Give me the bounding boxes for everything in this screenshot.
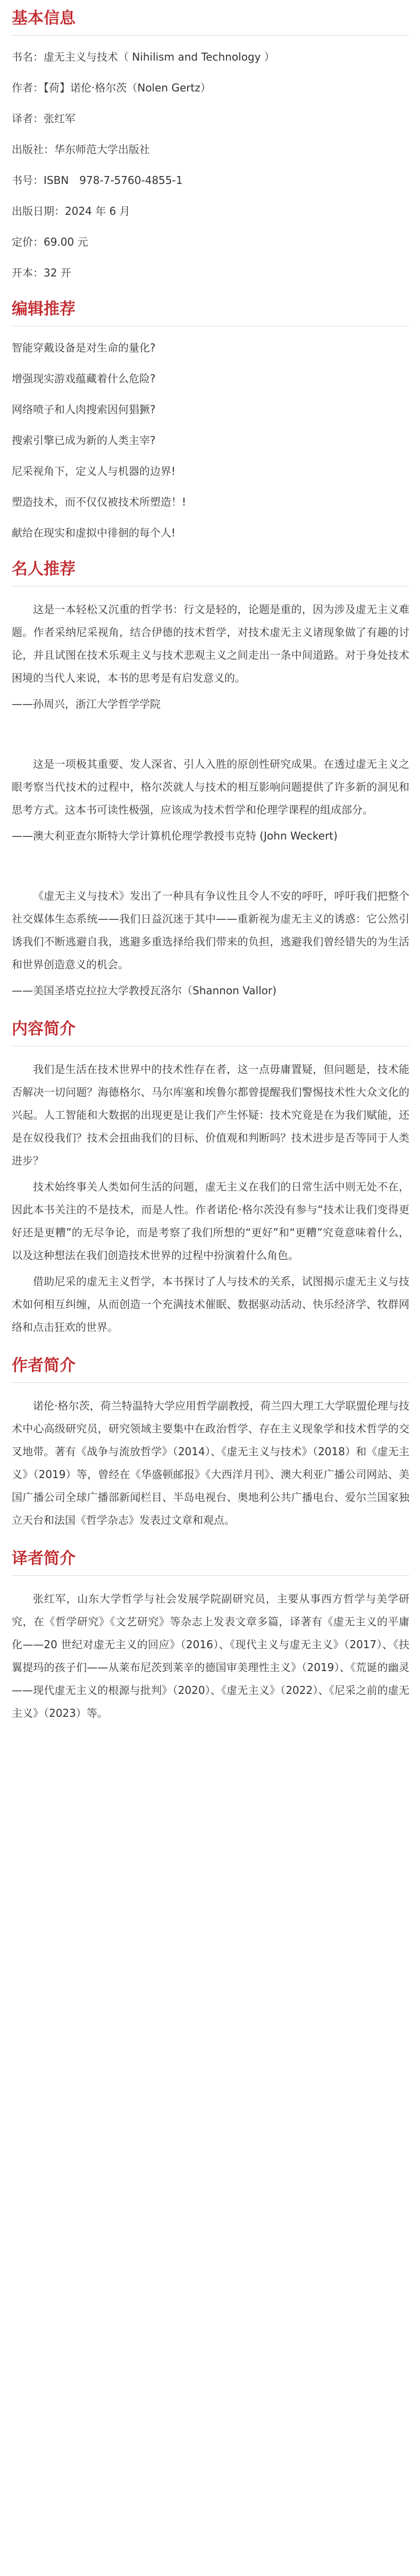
book-title-line: 书名：虚无主义与技术（ Nihilism and Technology ） bbox=[12, 51, 275, 63]
editor-line: 网络喷子和人肉搜索因何猖獗? bbox=[12, 403, 156, 416]
editor-line: 搜索引擎已成为新的人类主宰? bbox=[12, 434, 156, 447]
quote-text: 《虚无主义与技术》发出了一种具有争议性且令人不安的呼吁，呼吁我们把整个社交媒体生态系统——我们日益沉迷于其中——重新视为虚无主义的诱惑：它公然引诱我们不断逃避自我，逃避多重选择给我们带来的负担，逃避我们曾经错失的为生活和世界创造意义的机会。 bbox=[12, 890, 409, 971]
celebrity-recommendation-section bbox=[12, 558, 409, 1002]
recommendation-quote bbox=[12, 753, 409, 848]
editor-recommendation-title: 编辑推荐 bbox=[12, 300, 75, 318]
section-divider bbox=[12, 35, 409, 36]
publisher-line: 出版社：华东师范大学出版社 bbox=[12, 143, 150, 156]
editor-line: 献给在现实和虚拟中徘徊的每个人! bbox=[12, 526, 176, 539]
editor-line: 智能穿戴设备是对生命的量化? bbox=[12, 341, 156, 354]
isbn-line: 书号：ISBN 978-7-5760-4855-1 bbox=[12, 174, 183, 187]
quote-text: 这是一本轻松又沉重的哲学书：行文是轻的，论题是重的，因为涉及虚无主义难题。作者采纳尼采视角，结合伊德的技术哲学，对技术虚无主义诸现象做了有趣的讨论，并且试图在技术乐观主义与技术悲观主义之间走出一条中间道路。对于身处技术困境的当代人来说，本书的思考是有启发意义的。 bbox=[12, 603, 409, 684]
editor-line: 增强现实游戏蕴藏着什么危险? bbox=[12, 372, 156, 385]
editor-recommendation-section bbox=[12, 298, 409, 542]
quote-signature: ——澳大利亚查尔斯特大学计算机伦理学教授韦克特 (John Weckert) bbox=[12, 829, 338, 842]
recommendation-quote bbox=[12, 885, 409, 1002]
editor-line: 尼采视角下，定义人与机器的边界! bbox=[12, 465, 176, 477]
content-summary-section bbox=[12, 1018, 409, 1339]
author-bio-title: 作者简介 bbox=[12, 1356, 75, 1375]
publish-date-line: 出版日期：2024 年 6 月 bbox=[12, 205, 130, 217]
author-bio-section bbox=[12, 1355, 409, 1532]
translator-bio-title: 译者简介 bbox=[12, 1549, 75, 1568]
content-paragraph: 我们是生活在技术世界中的技术性存在者，这一点毋庸置疑，但问题是，技术能否解决一切问题？海德格尔、马尔库塞和埃鲁尔都曾提醒我们警惕技术性大众文化的兴起。人工智能和大数据的出现更是让我们产生怀疑：技术究竟是在为我们赋能，还是在奴役我们？技术会扭曲我们的目标、价值观和判断吗？技术进步是否等同于人类进步？ bbox=[12, 1063, 409, 1167]
price-line: 定价：69.00 元 bbox=[12, 236, 88, 248]
format-line: 开本：32 开 bbox=[12, 266, 71, 279]
recommendation-quote bbox=[12, 598, 409, 716]
celebrity-recommendation-title: 名人推荐 bbox=[12, 560, 75, 578]
quote-text: 这是一项极其重要、发人深省、引人入胜的原创性研究成果。在透过虚无主义之眼考察当代技术的过程中，格尔茨就人与技术的相互影响问题提供了许多新的洞见和思考方式。这本书可读性极强，应该成为技术哲学和伦理学课程的组成部分。 bbox=[12, 758, 409, 816]
editor-line: 塑造技术，而不仅仅被技术所塑造！! bbox=[12, 496, 187, 508]
section-divider bbox=[12, 1575, 409, 1576]
quote-signature: ——孙周兴，浙江大学哲学学院 bbox=[12, 698, 161, 710]
content-summary-title: 内容简介 bbox=[12, 1020, 75, 1038]
basic-info-title: 基本信息 bbox=[12, 9, 75, 28]
translator-line: 译者：张红军 bbox=[12, 112, 75, 125]
basic-info-section bbox=[12, 7, 409, 282]
content-paragraph: 技术始终事关人类如何生活的问题，虚无主义在我们的日常生活中则无处不在，因此本书关注的不是技术，而是人性。作者诺伦·格尔茨没有参与“技术让我们变得更好还是更糟”的无尽争论，而是考察了我们所想的“更好”和“更糟”究竟意味着什么，以及这种想法在我们创造技术世界的过程中扮演着什么角色。 bbox=[12, 1180, 409, 1262]
translator-paragraph: 张红军，山东大学哲学与社会发展学院副研究员，主要从事西方哲学与美学研究，在《哲学研究》《文艺研究》等杂志上发表文章多篇，译著有《虚无主义的平庸化——20 世纪对虚无主义的回应》（2016）、《现代主义与虚无主义》（2017）、《扶翼提玛的孩子们——从莱布尼茨到莱辛的德国审美理性主义》（2019）、《荒诞的幽灵——现代虚无主义的根源与批判》（2020）、《虚无主义》（2022）、《尼采之前的虚无主义》（2023）等。 bbox=[12, 1592, 409, 1719]
quote-signature: ——美国圣塔克拉拉大学教授瓦洛尔（Shannon Vallor) bbox=[12, 984, 277, 997]
author-line: 作者：【荷】诺伦·格尔茨（Nolen Gertz） bbox=[12, 81, 211, 94]
content-paragraph: 借助尼采的虚无主义哲学，本书探讨了人与技术的关系，试图揭示虚无主义与技术如何相互纠缠，从而创造一个充满技术催眠、数据驱动活动、快乐经济学、牧群网络和点击狂欢的世界。 bbox=[12, 1275, 409, 1333]
author-paragraph: 诺伦·格尔茨，荷兰特温特大学应用哲学副教授，荷兰四大理工大学联盟伦理与技术中心高级研究员，研究领域主要集中在政治哲学、存在主义现象学和技术哲学的交叉地带。著有《战争与流放哲学》（2014）、《虚无主义与技术》（2018）和《虚无主义》（2019）等，曾经在《华盛顿邮报》《大西洋月刊》、澳大利亚广播公司网站、美国广播公司全球广播部新闻栏目、半岛电视台、奥地利公共广播电台、爱尔兰国家独立天台和法国《哲学杂志》发表过文章和观点。 bbox=[12, 1399, 409, 1526]
section-divider bbox=[12, 1382, 409, 1383]
translator-bio-section bbox=[12, 1548, 409, 1725]
